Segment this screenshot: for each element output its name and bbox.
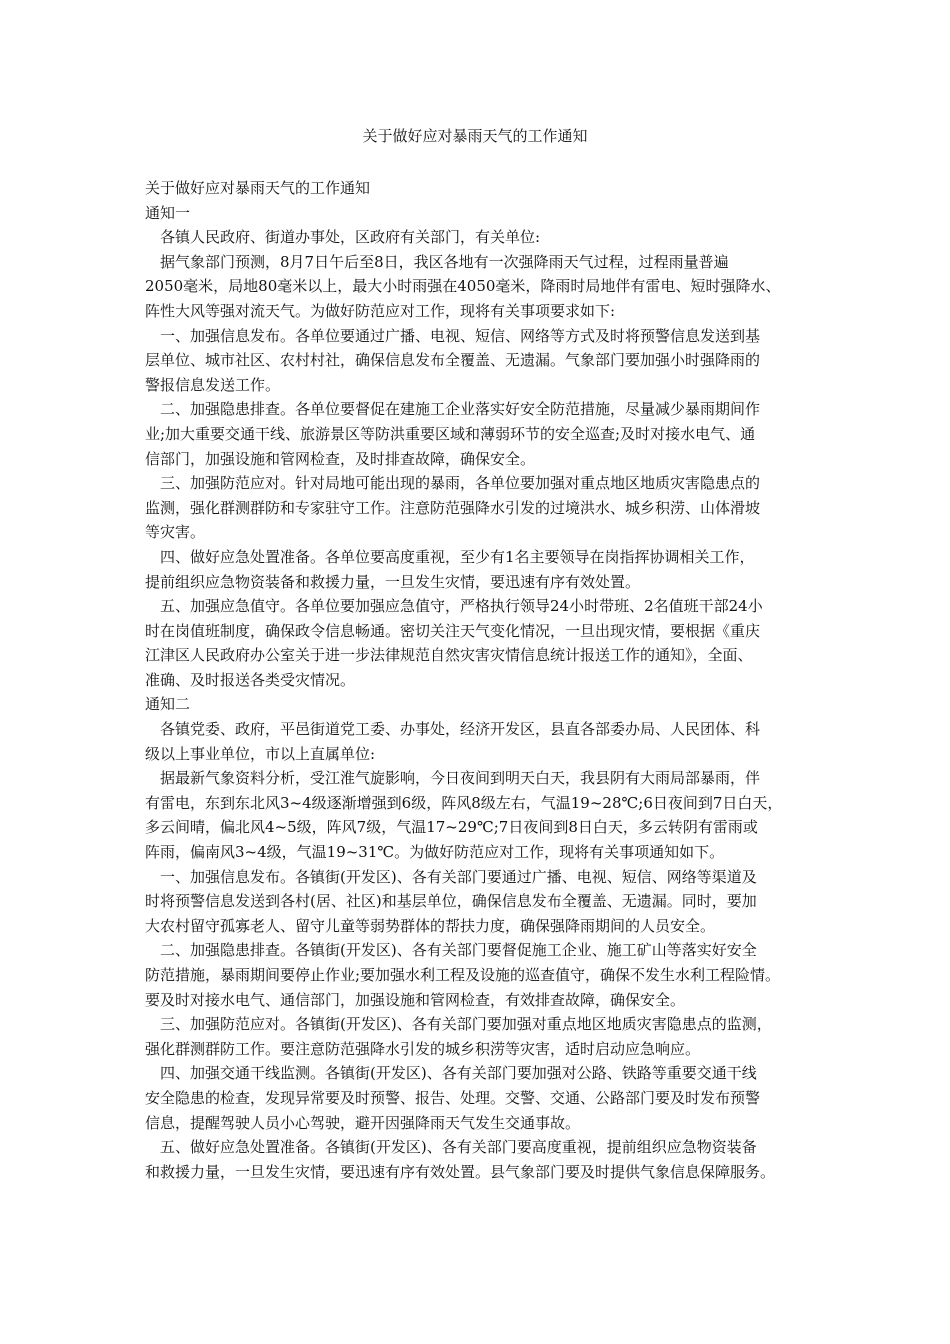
text-line: 监测，强化群测群防和专家驻守工作。注意防范强降水引发的过境洪水、城乡积涝、山体滑坡: [145, 498, 761, 517]
text-line: 五、加强应急值守。各单位要加强应急值守，严格执行领导24小时带班、2名值班干部24小: [160, 597, 763, 616]
text-line: 警报信息发送工作。: [145, 375, 281, 394]
text-line: 关于做好应对暴雨天气的工作通知: [145, 179, 371, 197]
text-line: 有雷电，东到东北风3~4级逐渐增强到6级，阵风8级左右，气温19~28℃;6日夜间到7日白天，: [145, 793, 783, 812]
text-line: 防范措施，暴雨期间要停止作业;要加强水利工程及设施的巡查值守，确保不发生水利工程险情。: [145, 966, 781, 984]
page-title: 关于做好应对暴雨天气的工作通知: [362, 127, 588, 145]
text-line: 时在岗值班制度，确保政令信息畅通。密切关注天气变化情况，一旦出现灾情，要根据《重庆: [145, 621, 761, 640]
text-line: 信息，提醒驾驶人员小心驾驶，避开因强降雨天气发生交通事故。: [145, 1113, 581, 1132]
text-line: 提前组织应急物资装备和救援力量，一旦发生灾情，要迅速有序有效处置。: [145, 572, 641, 591]
text-line: 据最新气象资料分析，受江淮气旋影响，今日夜间到明天白天，我县阴有大雨局部暴雨，伴: [160, 769, 761, 788]
text-line: 据气象部门预测，8月7日午后至8日，我区各地有一次强降雨天气过程，过程雨量普遍: [160, 252, 729, 271]
text-line: 等灾害。: [145, 523, 206, 542]
text-line: 各镇党委、政府，平邑街道党工委、办事处，经济开发区，县直各部委办局、人民团体、科: [160, 720, 761, 739]
text-line: 三、加强防范应对。针对局地可能出现的暴雨，各单位要加强对重点地区地质灾害隐患点的: [160, 474, 761, 493]
text-line: 阵雨，偏南风3~4级，气温19~31℃。为做好防范应对工作，现将有关事项通知如下。: [145, 843, 725, 862]
text-line: 一、加强信息发布。各单位要通过广播、电视、短信、网络等方式及时将预警信息发送到基: [160, 326, 761, 345]
document-body: [145, 176, 825, 1184]
text-line: 准确、及时报送各类受灾情况。: [145, 670, 356, 689]
text-line: 四、做好应急处置准备。各单位要高度重视，至少有1名主要领导在岗指挥协调相关工作，: [160, 547, 755, 566]
text-line: 四、加强交通干线监测。各镇街(开发区)、各有关部门要加强对公路、铁路等重要交通干线: [160, 1064, 757, 1083]
text-line: 各镇人民政府、街道办事处，区政府有关部门，有关单位:: [160, 228, 541, 247]
text-line: 江津区人民政府办公室关于进一步法律规范自然灾害灾情信息统计报送工作的通知》，全面、: [145, 646, 753, 665]
text-line: 三、加强防范应对。各镇街(开发区)、各有关部门要加强对重点地区地质灾害隐患点的监测，: [160, 1015, 772, 1034]
text-line: 一、加强信息发布。各镇街(开发区)、各有关部门要通过广播、电视、短信、网络等渠道及: [160, 867, 757, 886]
text-line: 时将预警信息发送到各村(居、社区)和基层单位，确保信息发布全覆盖、无遗漏。同时，要加: [145, 892, 757, 911]
text-line: 级以上事业单位，市以上直属单位:: [145, 744, 376, 763]
text-line: 业;加大重要交通干线、旅游景区等防洪重要区域和薄弱环节的安全巡查;及时对接水电气、通: [145, 424, 756, 443]
text-line: 信部门，加强设施和管网检查，及时排查故障，确保安全。: [145, 449, 536, 468]
text-line: 和救援力量，一旦发生灾情，要迅速有序有效处置。县气象部门要及时提供气象信息保障服务。: [145, 1162, 776, 1181]
text-line: 二、加强隐患排查。各单位要督促在建施工企业落实好安全防范措施，尽量减少暴雨期间作: [160, 400, 761, 419]
text-line: 通知一: [145, 203, 191, 222]
text-line: 通知二: [145, 695, 191, 714]
text-line: 安全隐患的检查，发现异常要及时预警、报告、处理。交警、交通、公路部门要及时发布预警: [145, 1088, 761, 1107]
text-line: 多云间晴，偏北风4~5级，阵风7级，气温17~29℃;7日夜间到8日白天，多云转阴有雷雨或: [145, 818, 758, 837]
text-line: 大农村留守孤寡老人、留守儿童等弱势群体的帮扶力度，确保强降雨期间的人员安全。: [145, 916, 716, 935]
text-line: 五、做好应急处置准备。各镇街(开发区)、各有关部门要高度重视，提前组织应急物资装备: [160, 1138, 757, 1157]
text-line: 2050毫米，局地80毫米以上，最大小时雨强在4050毫米，降雨时局地伴有雷电、短时强降水、: [145, 277, 781, 296]
text-line: 二、加强隐患排查。各镇街(开发区)、各有关部门要督促施工企业、施工矿山等落实好安全: [160, 941, 757, 960]
text-line: 要及时对接水电气、通信部门，加强设施和管网检查，有效排查故障，确保安全。: [145, 990, 686, 1009]
text-line: 层单位、城市社区、农村村社，确保信息发布全覆盖、无遗漏。气象部门要加强小时强降雨的: [145, 351, 761, 370]
text-line: 阵性大风等强对流天气。为做好防范应对工作，现将有关事项要求如下:: [145, 301, 616, 320]
text-line: 强化群测群防工作。要注意防范强降水引发的城乡积涝等灾害，适时启动应急响应。: [145, 1039, 701, 1058]
